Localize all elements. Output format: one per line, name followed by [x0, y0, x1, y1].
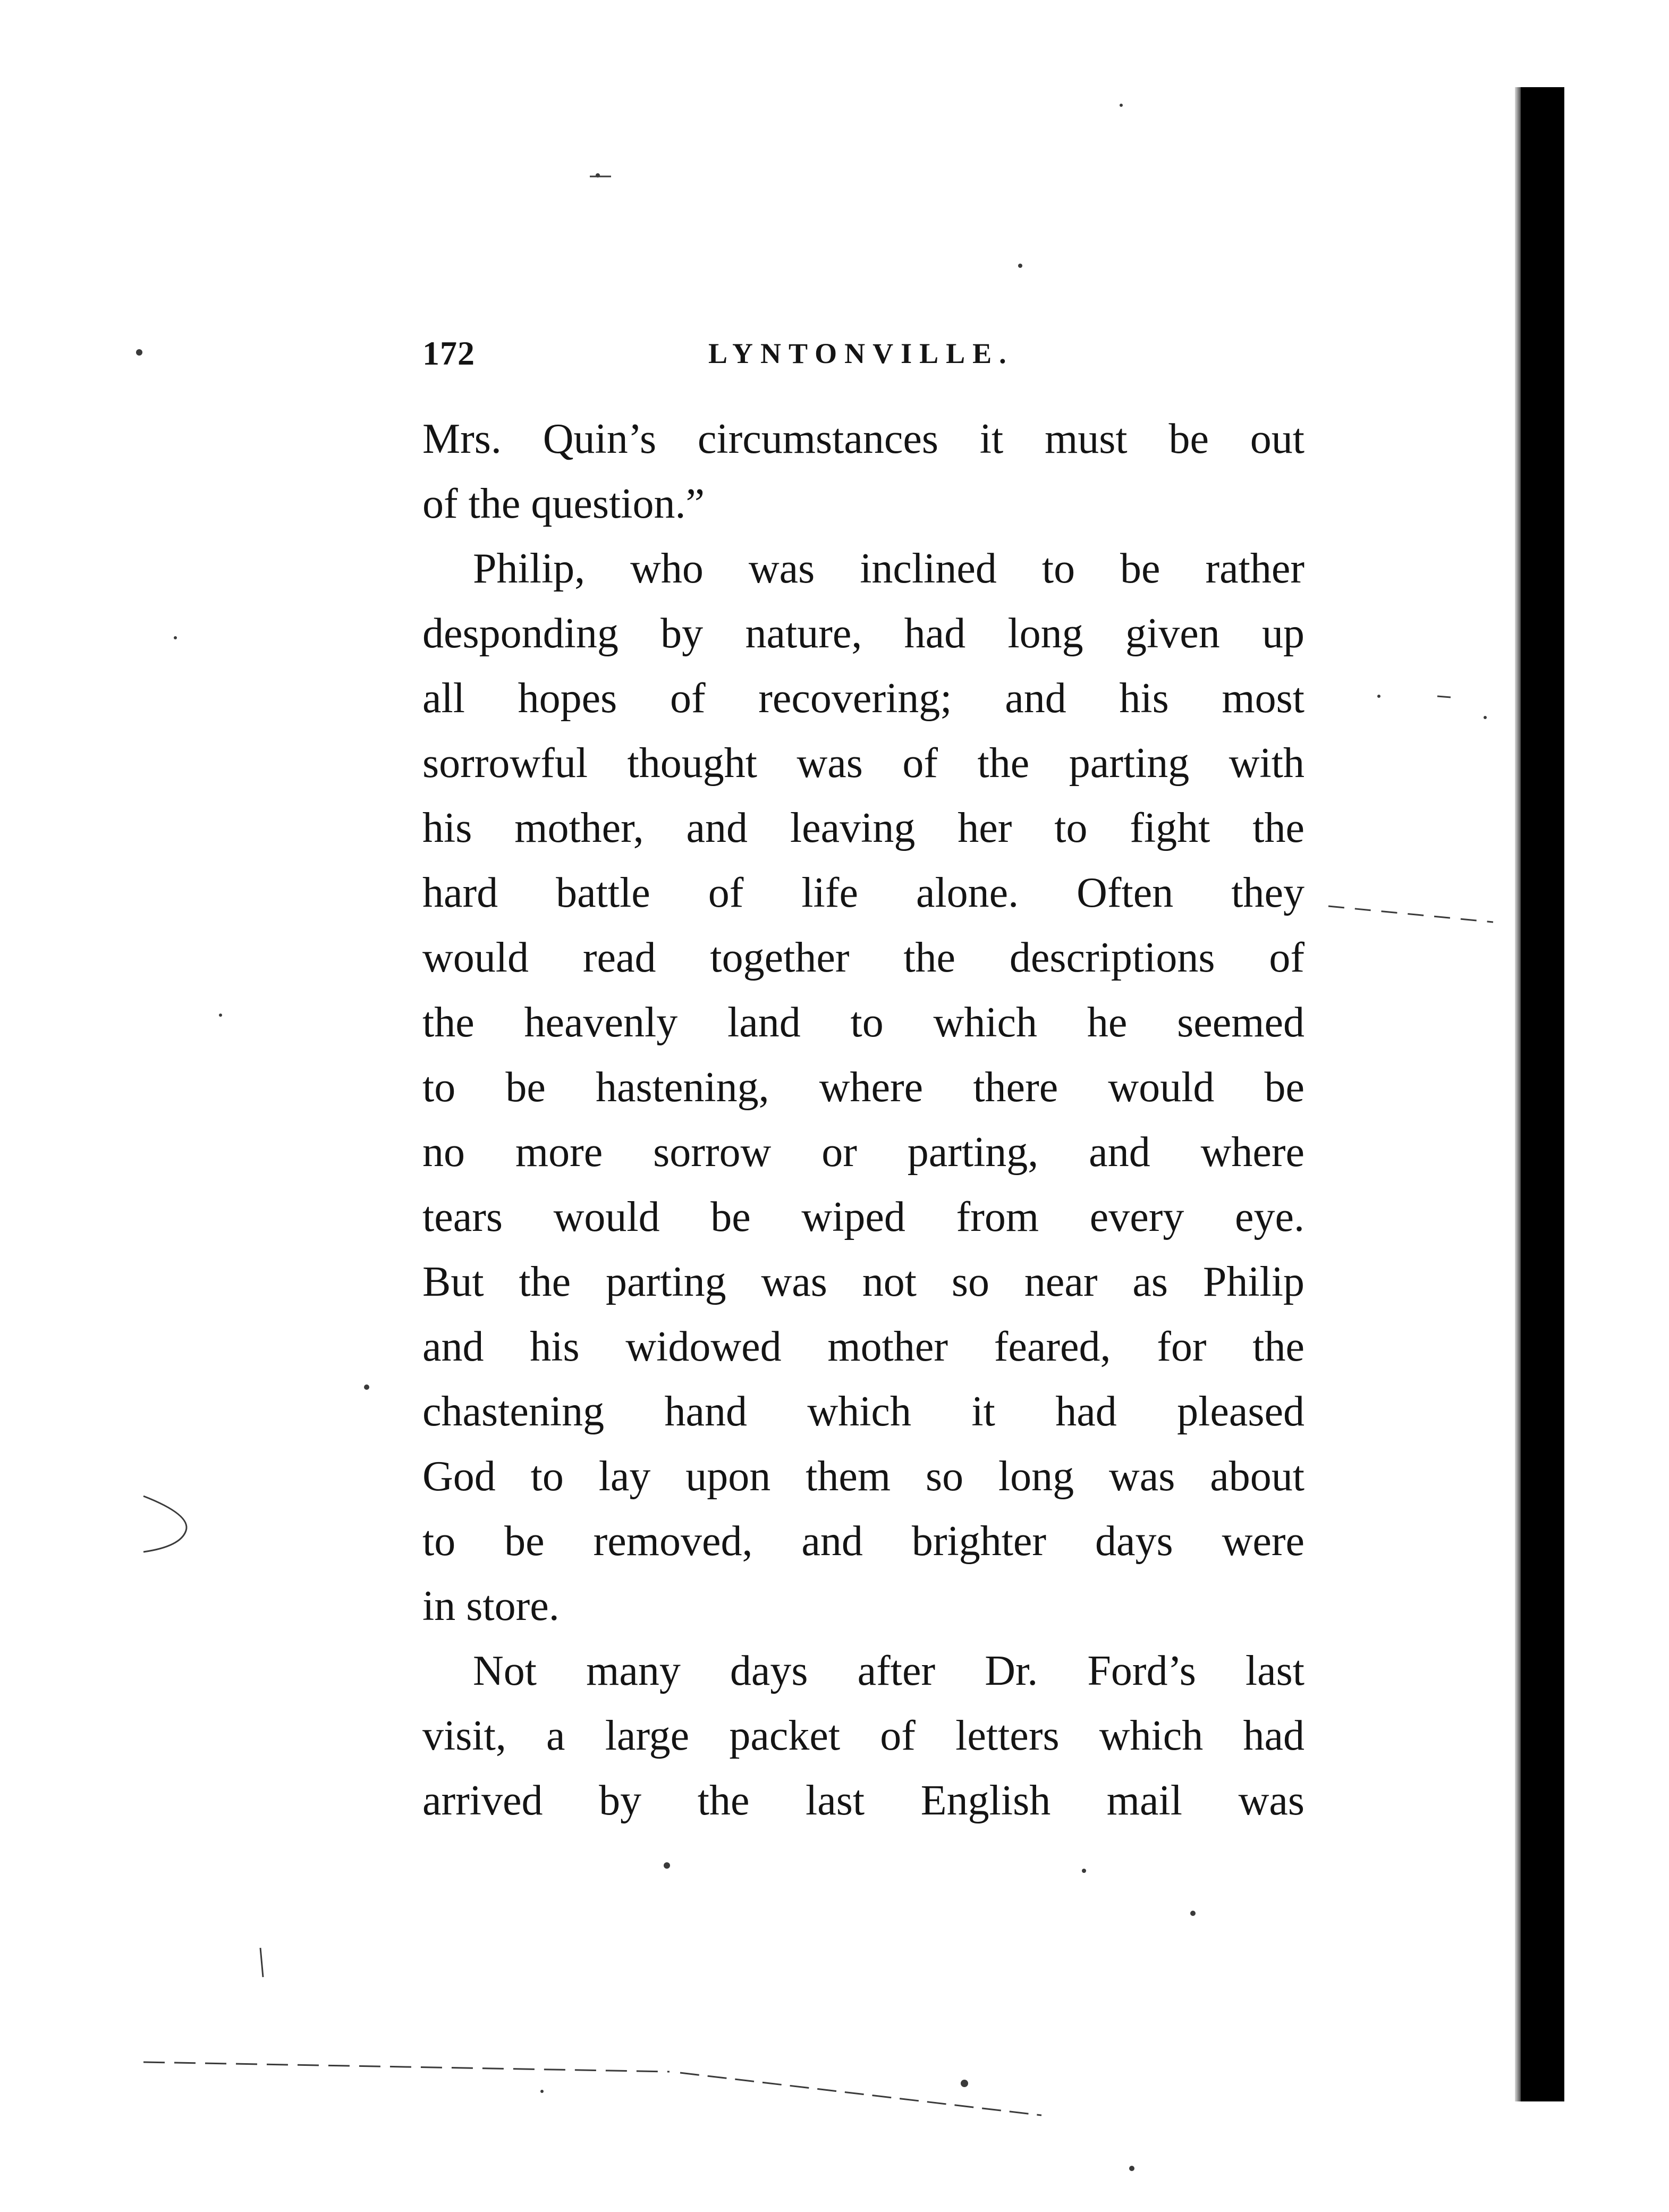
text-line: no more sorrow or parting, and where	[422, 1129, 1304, 1176]
text-line: hard battle of life alone. Often they	[422, 869, 1304, 916]
text-line: sorrowful thought was of the parting with	[422, 740, 1304, 787]
body-text	[422, 407, 1304, 1833]
text-line: all hopes of recovering; and his most	[422, 675, 1304, 722]
running-title: LYNTONVILLE.	[708, 337, 1014, 369]
text-line: arrived by the last English mail was	[422, 1777, 1304, 1824]
text-line: would read together the descriptions of	[422, 934, 1304, 981]
text-line: Mrs. Quin’s circumstances it must be out	[422, 416, 1304, 462]
paragraph-first-line: Not many days after Dr. Ford’s last	[473, 1648, 1304, 1694]
text-line: in store.	[422, 1583, 560, 1630]
text-line: the heavenly land to which he seemed	[422, 999, 1304, 1046]
text-line: and his widowed mother feared, for the	[422, 1323, 1304, 1370]
text-line: to be removed, and brighter days were	[422, 1518, 1304, 1565]
text-line: his mother, and leaving her to fight the	[422, 805, 1304, 851]
text-line: to be hastening, where there would be	[422, 1064, 1304, 1111]
text-line: desponding by nature, had long given up	[422, 610, 1304, 657]
text-line: God to lay upon them so long was about	[422, 1453, 1304, 1500]
text-line: But the parting was not so near as Philip	[422, 1259, 1304, 1305]
text-line: visit, a large packet of letters which had	[422, 1712, 1304, 1759]
text-line: of the question.”	[422, 480, 705, 527]
running-header	[422, 334, 1304, 382]
text-line: chastening hand which it had pleased	[422, 1388, 1304, 1435]
page-number: 172	[422, 334, 475, 372]
paragraph-first-line: Philip, who was inclined to be rather	[473, 545, 1304, 592]
text-line: tears would be wiped from every eye.	[422, 1194, 1304, 1240]
